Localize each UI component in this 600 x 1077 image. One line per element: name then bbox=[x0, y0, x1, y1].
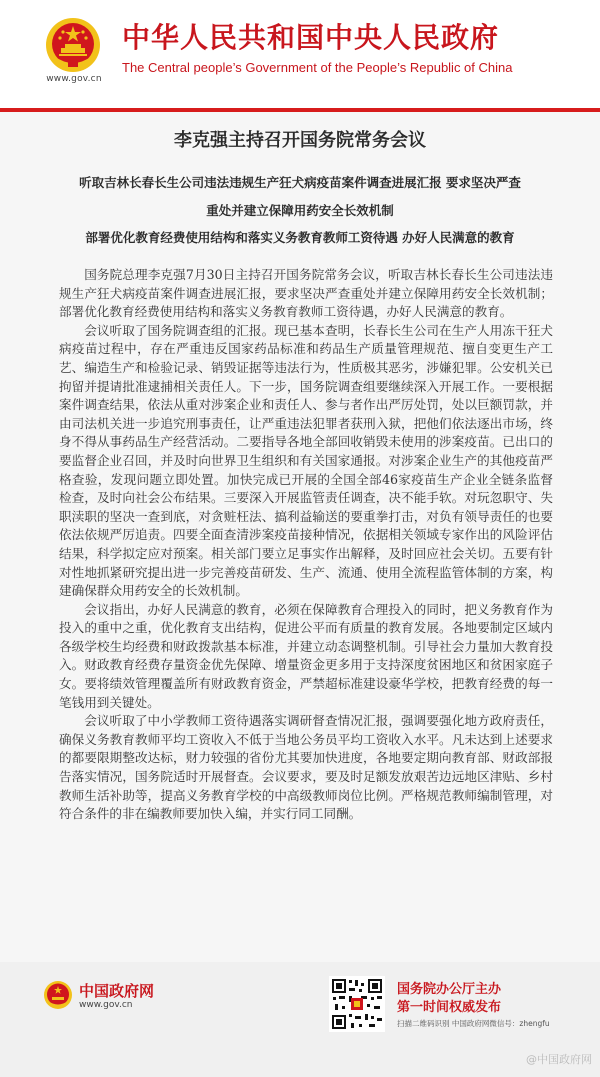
publisher-line-2: 第一时间权威发布 bbox=[397, 1000, 502, 1015]
article-title: 李克强主持召开国务院常务会议 bbox=[174, 130, 426, 151]
article-subtitle: 听取吉林长春长生公司违法违规生产狂犬病疫苗案件调查进展汇报 要求坚决严查 bbox=[79, 175, 521, 190]
qr-code-icon[interactable] bbox=[329, 976, 385, 1032]
article bbox=[0, 112, 600, 962]
national-emblem-icon bbox=[44, 16, 102, 74]
site-url[interactable]: www.gov.cn bbox=[46, 74, 102, 84]
article-body bbox=[59, 266, 553, 824]
article-subtitle: 重处并建立保障用药安全长效机制 bbox=[206, 203, 394, 218]
article-paragraph: 会议听取了国务院调查组的汇报。现已基本查明，长春长生公司在生产人用冻干狂犬病疫苗过程中，存在严重违反国家药品标准和药品生产质量管理规范、擅自变更生产工艺、编造生产和检验记录、销毁证据等违法行为，性质极其恶劣，涉嫌犯罪。公安机关已拘留并提请批准逮捕相关责任人。下一步，国务院调查组要继续深入开展工作。一要根据案件调查结果，依法从重对涉案企业和责任人、参与者作出严厉处罚，处以巨额罚款，并由司法机关进一步追究刑事责任，让严重违法犯罪者获刑入狱，把他们依法逐出市场，终身不得从事药品生产经营活动。二要指导各地全部回收销毁未使用的涉案疫苗。已出口的要监督企业召回，并及时向世界卫生组织和有关国家通报。对涉案企业生产的其他疫苗严格查验，发现问题立即处置。加快完成已开展的全国全部46家疫苗生产企业全链条监督检查，及时向社会公布结果。三要深入开展监管责任调查，决不能手软。对玩忽职守、失职渎职的坚决一查到底，对贪赃枉法、搞利益输送的要重拳打击，对负有领导责任的也要依法依规严厉追责。四要全面查清涉案疫苗接种情况，依据相关领域专家作出的风险评估结果，科学拟定应对预案。相关部门要立足事实作出解释，及时回应社会关切。五要有针对性地抓紧研究提出进一步完善疫苗研发、生产、流通、使用全流程监管体制的方案，构建确保群众用药安全的长效机制。 bbox=[59, 322, 553, 599]
site-header bbox=[0, 0, 600, 112]
site-footer bbox=[0, 962, 600, 1077]
article-subtitle: 部署优化教育经费使用结构和落实义务教育教师工资待遇 办好人民满意的教育 bbox=[85, 230, 515, 245]
article-paragraph: 会议指出，办好人民满意的教育，必须在保障教育合理投入的同时，把义务教育作为投入的重中之重，优化教育支出结构，促进公平而有质量的教育发展。各地要制定区域内各级学校生均经费和财政拨款基本标准，并建立动态调整机制。引导社会力量加大教育投入。财政教育经费存量资金优先保障、增量资金更多用于支持深度贫困地区和贫困家庭子女。要将绩效管理覆盖所有财政教育资金，严禁超标准建设豪华学校，把教育经费的每一笔钱用到关键处。 bbox=[59, 601, 553, 710]
article-paragraph: 国务院总理李克强7月30日主持召开国务院常务会议，听取吉林长春长生公司违法违规生产狂犬病疫苗案件调查进展汇报，要求坚决严查重处并建立保障用药安全长效机制；部署优化教育经费使用结构和落实义务教育教师工资待遇，办好人民满意的教育。 bbox=[59, 267, 553, 320]
article-paragraph: 会议听取了中小学教师工资待遇落实调研督查情况汇报，强调要强化地方政府责任，确保义务教育教师平均工资收入不低于当地公务员平均工资收入水平。凡未达到上述要求的都要限期整改达标，财力较强的省份尤其要加快进度，各地要定期向教育部、财政部报告落实情况，国务院适时开展督查。会议要求，要及时足额发放艰苦边远地区津贴、乡村教师生活补助等，提高义务教育学校的中高级教师岗位比例。严格规范教师编制管理，对符合条件的非在编教师要加快入编，并实行同工同酬。 bbox=[59, 713, 553, 822]
weibo-watermark: @中国政府网 bbox=[526, 1053, 592, 1066]
footer-site-url[interactable]: www.gov.cn bbox=[79, 1000, 133, 1010]
site-name-chinese: 中华人民共和国中央人民政府 bbox=[122, 21, 500, 54]
wechat-follow-text: 扫描二维码识别 中国政府网微信号：zhengfu bbox=[397, 1019, 550, 1028]
site-name-english: The Central people’s Government of the People’s Republic of China bbox=[122, 60, 513, 75]
gov-logo-icon bbox=[43, 980, 73, 1010]
publisher-line-1: 国务院办公厅主办 bbox=[397, 982, 502, 997]
footer-site-name: 中国政府网 bbox=[79, 982, 155, 1000]
